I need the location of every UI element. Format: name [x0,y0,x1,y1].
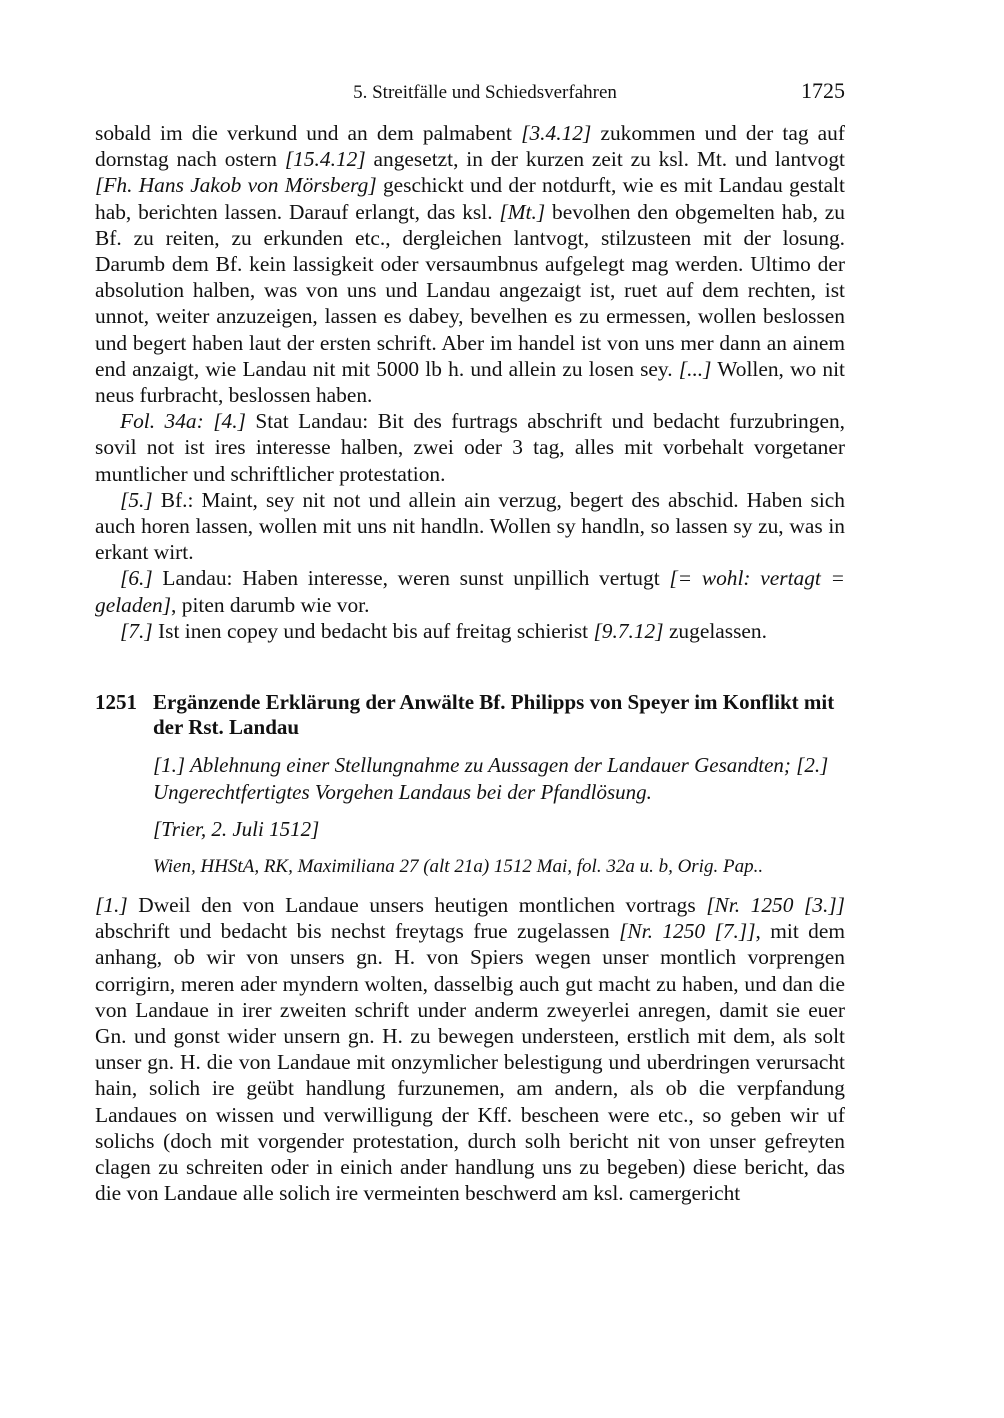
text-run: , piten darumb wie vor. [171,592,370,617]
entry-number: 1251 [95,690,137,715]
text-run: abschrift und bedacht bis nechst freytags frue zugelassen [95,919,620,944]
date-reference: [9.7.12] [593,618,664,643]
editorial-note: [Fh. Hans Jakob von Mörsberg] [95,173,377,198]
entry-date: [Trier, 2. Juli 1512] [153,817,320,842]
paragraph-6 [95,565,845,617]
text-run: Stat Landau: Bit des furtrags abschrift und bedacht furzubringen, sovil not ist ires interesse halben, zwei oder 3 tag, alles mit vorbehalt vorgetaner muntlicher und schriftlicher protestation. [95,409,845,486]
entry-source: Wien, HHStA, RK, Maximiliana 27 (alt 21a) 1512 Mai, fol. 32a u. b, Orig. Pap.. [153,856,764,878]
entry-paragraph-1 [95,892,845,1206]
page-number: 1725 [801,78,845,103]
folio-reference: Fol. 34a: [4.] [120,409,246,434]
running-title: 5. Streitfälle und Schiedsverfahren [353,82,617,103]
text-run: Wollen, wo nit neus furbracht, beslossen haben. [95,356,845,408]
text-run: Bf.: Maint, sey nit not und allein ain verzug, begert des abschid. Haben sich auch horen lassen, wollen mit uns nit handln. Wollen sy handln, so lassen sy zu, was in erkant wirt. [95,487,845,565]
date-reference: [3.4.12] [521,121,592,145]
text-run: Dweil den von Landaue unsers heutigen montlichen vortrags [127,893,707,918]
text-run: sobald im die verkund und an dem palmabent [95,121,522,145]
section-number: [6.] [120,566,153,591]
paragraph-4 [95,408,845,487]
cross-reference: [Nr. 1250 [7.]] [619,919,756,944]
entry-regest: [1.] Ablehnung einer Stellungnahme zu Aussagen der Landauer Gesandten; [2.] Ungerechtfertigtes Vorgehen Landaus bei der Pfandlösung. [153,753,829,804]
text-run: angesetzt, in der kurzen zeit zu ksl. Mt. und lantvogt [365,147,845,172]
paragraph-continued [95,120,845,408]
date-reference: [15.4.12] [284,147,366,172]
running-head [95,78,845,108]
editorial-note: [= wohl: vertagt = geladen] [95,566,845,617]
paragraph-7 [95,618,845,644]
text-run: zukommen und der tag auf dornstag nach ostern [95,121,845,172]
section-number: [1.] [95,893,128,918]
page-body [95,120,845,1207]
text-run: Landau: Haben interesse, weren sunst unpillich vertugt [152,566,670,591]
section-number: [5.] [120,487,153,512]
text-run: geschickt und der notdurft, wie es mit Landau gestalt hab, berichten lassen. Darauf erlangt, das ksl. [95,173,845,224]
text-run: , mit dem anhang, ob wir von unsers gn. H. von Spiers wegen unser montlich vorprengen corrigirn, meren ader myndern wolten, dasselbig auch gut macht zu haben, und dan die von Landaue in irer zweiten schrift under anderm zweyerlei anregen, damit sie euer Gn. und gonst wider unsern gn. H. zu bewegen understeen, erstlich mit dem, als solt unser gn. H. die von Landaue mit onzymlicher belestigung und uberdringen verursacht hain, solich ire geübt handlung furzunemen, am andern, als ob die verpfandung Landaues on wissen und verwilligung der Kff. bescheen were etc., so geben wir uf solichs (doch mit vorgender protestation, durch solh bericht nit von unser gefreyten clagen zu schreiten oder in einich ander handlung uns zu begeben) diese bericht, das die von Landaue alle solich ire vermeinten beschwerd am ksl. camergericht [95,919,845,1206]
text-run: bevolhen den obgemelten hab, zu Bf. zu reiten, zu erkunden etc., dergleichen lantvogt, stilzusteen mit der losung. Darumb dem Bf. kein lassigkeit oder versaumbnus aufgelegt mag werden. Ultimo der absolution halben, was von uns und Landau angezaigt ist, ruet auf dem rechten, ist unnot, weiter anzuzeigen, lassen es dabey, bevelhen es zu ermessen, wollen beslossen und begert haben laut der ersten schrift. Aber im handel ist von uns mer dann an ainem end anzaigt, wie Landau nit mit 5000 lb h. und allein zu losen sey. [95,199,845,381]
section-number: [7.] [120,618,153,643]
entry-title: Ergänzende Erklärung der Anwälte Bf. Philipps von Speyer im Konflikt mit der Rst. Landau [153,690,835,740]
text-run: zugelassen. [663,618,767,643]
omission-mark: [...] [678,356,712,381]
document-entry-1251 [95,690,845,879]
paragraph-5 [95,487,845,566]
editorial-note: [Mt.] [499,199,546,224]
cross-reference: [Nr. 1250 [3.]] [706,893,845,918]
text-run: Ist inen copey und bedacht bis auf freitag schierist [152,618,594,643]
